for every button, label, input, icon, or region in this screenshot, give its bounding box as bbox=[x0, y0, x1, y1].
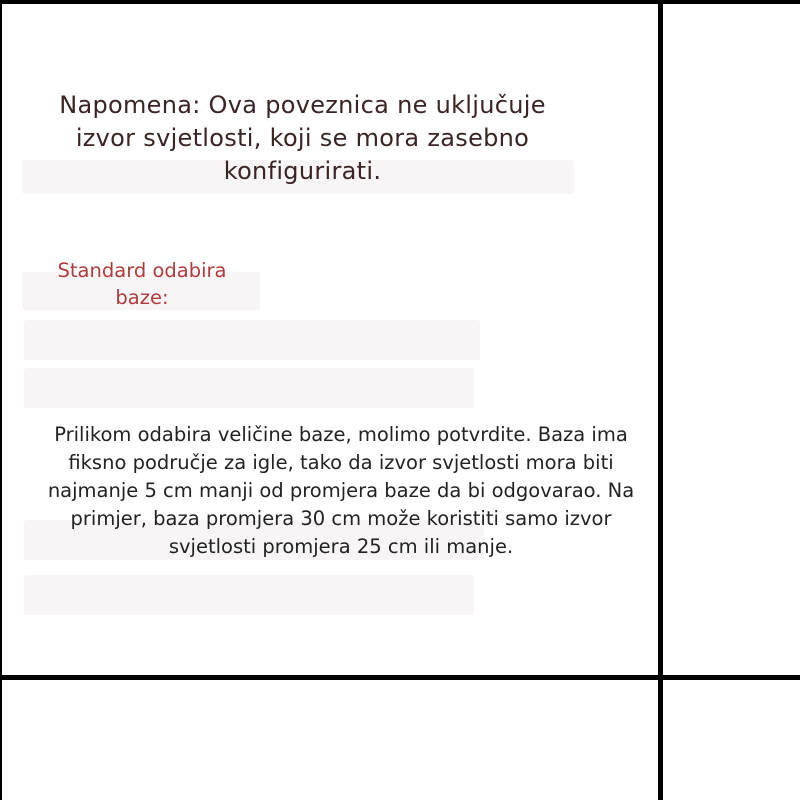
faded-text-band bbox=[24, 575, 474, 615]
left-border-line bbox=[0, 0, 2, 800]
light-source-note: Napomena: Ova poveznica ne uključuje izvor svjetlosti, koji se mora zasebno konfigurirati. bbox=[59, 91, 546, 185]
faded-text-band bbox=[24, 368, 474, 408]
base-size-instructions: Prilikom odabira veličine baze, molimo potvrdite. Baza ima fiksno područje za igle, tako da izvor svjetlosti mora biti najmanje 5 cm manji od promjera baze da bi odgovarao. Na primjer, baza promjera 30 cm može koristiti samo izvor svjetlosti promjera 25 cm ili manje. bbox=[47, 423, 635, 558]
horizontal-divider-line bbox=[0, 675, 800, 680]
vertical-divider-line bbox=[658, 0, 663, 800]
faded-text-band bbox=[24, 320, 480, 360]
base-selection-label: Standard odabira baze: bbox=[57, 259, 227, 309]
top-border-line bbox=[0, 0, 800, 4]
